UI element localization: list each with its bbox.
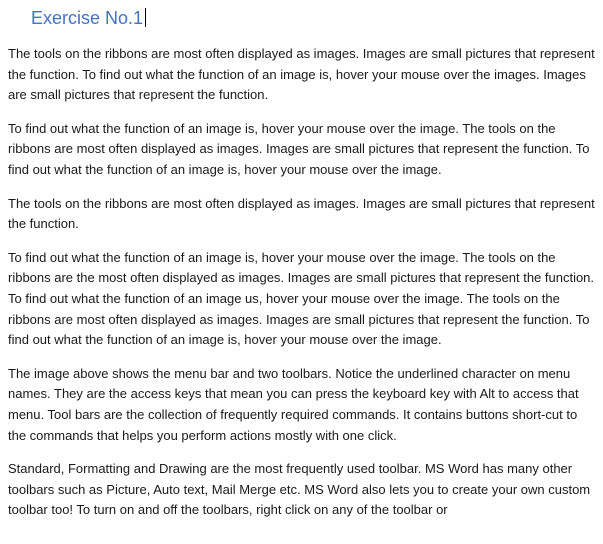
- paragraph-2[interactable]: To find out what the function of an image is, hover your mouse over the image. The tools on the ribbons are most often displayed as images. Images are small pictures that represent the function. To find out what the function of an image is, hover your mouse over the image.: [8, 120, 590, 177]
- heading-text: Exercise No.1: [31, 8, 144, 28]
- paragraph-4[interactable]: To find out what the function of an image is, hover your mouse over the image. The tools on the ribbons are the most often displayed as images. Images are small pictures that represent the function. To find out what the function of an image us, hover your mouse over the image. The tools on the ribbons are most often displayed as images. Images are small pictures that represent the function. To find out what the function of an image is, hover your mouse over the image.: [8, 249, 595, 348]
- document-heading[interactable]: [31, 6, 146, 30]
- text-cursor: [145, 8, 146, 27]
- paragraph-5[interactable]: The image above shows the menu bar and two toolbars. Notice the underlined character on menu names. They are the access keys that mean you can press the keyboard key with Alt to access that menu. Tool bars are the collection of frequently required commands. It contains buttons short-cut to the commands that helps you perform actions mostly with one click.: [8, 365, 579, 443]
- document-body[interactable]: [8, 44, 596, 534]
- paragraph-1[interactable]: The tools on the ribbons are most often displayed as images. Images are small pictures that represent the function. To find out what the function of an image is, hover your mouse over the images. Images are small pictures that represent the function.: [8, 46, 595, 103]
- paragraph-3[interactable]: The tools on the ribbons are most often displayed as images. Images are small pictures that represent the function.: [8, 195, 595, 232]
- paragraph-6[interactable]: Standard, Formatting and Drawing are the most frequently used toolbar. MS Word has many other toolbars such as Picture, Auto text, Mail Merge etc. MS Word also lets you to create your own custom toolbar too! To turn on and off the toolbars, right click on any of the toolbar or: [8, 461, 591, 518]
